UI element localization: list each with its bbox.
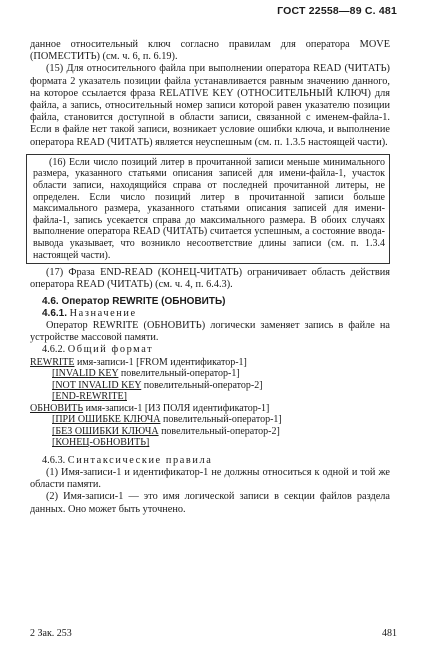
paragraph-16: (16) Если число позиций литер в прочитанной записи меньше минимального размера, указанного статьями описания записей для имени-файла-1, участок области записи, находящийся справа от последней прочитанной литеры, не определен. Если число позиций литер в прочитанной записи больше максимального размера, указанного статьями описания записей для имени-файла-1, запись усекается справа до максимального размера. В обоих случаях выполнение оператора READ (ЧИТАТЬ) считается успешным, а состояние ввода-вывода указывает, что возникло несоответствие длины записи (см. п. 1.3.4 настоящей части). [33,156,385,261]
syntax-line: [NOT INVALID KEY повелительный-оператор-2] [52,379,263,391]
syntax-line: [END-REWRITE] [52,391,127,403]
syntax-line: [ПРИ ОШИБКЕ КЛЮЧА повелительный-оператор-1] [52,414,282,426]
syntax-line: [INVALID KEY повелительный-оператор-1] [52,368,240,380]
subsection-4-6-3-title: 4.6.3. Синтаксические правила [42,454,213,466]
subsection-4-6-2-title: 4.6.2. Общий формат [42,343,154,355]
subsection-4-6-1-title: 4.6.1. Назначение [42,307,137,319]
syntax-line: REWRITE имя-записи-1 [FROM идентификатор-1] [30,356,247,368]
footer-page-number: 481 [382,628,397,639]
paragraph-17: (17) Фраза END-READ (КОНЕЦ-ЧИТАТЬ) ограничивает область действия оператора READ (ЧИТАТЬ) (см. ч. 4, п. 6.4.3). [30,267,390,291]
syntax-line: ОБНОВИТЬ имя-записи-1 [ИЗ ПОЛЯ идентификатор-1] [30,402,270,414]
syntax-format [30,357,390,449]
syntax-line: [КОНЕЦ-ОБНОВИТЬ] [52,437,150,449]
subsection-4-6-1-text: Оператор REWRITE (ОБНОВИТЬ) логически заменяет запись в файле на устройстве массовой памяти. [30,319,390,343]
paragraph-15: (15) Для относительного файла при выполнении оператора READ (ЧИТАТЬ) формата 2 указатель позиции файла устанавливается равным значению данного, на которое ссылается фраза RELATIVE KEY (ОТНОСИТЕЛЬНЫЙ КЛЮЧ) для файла, а запись, относительный номер записи которой равен указателю позиции файла, становится доступной в области записи, связанной с именем-файла-1. Если в файле нет такой записи, возникает условие ошибки ключа, и выполнение оператора READ (ЧИТАТЬ) является неуспешным (см. п. 1.3.5 настоящей части). [30,63,390,148]
syntax-rule-2: (2) Имя-записи-1 — это имя логической записи в секции файлов раздела данных. Оно может быть уточнено. [30,491,390,515]
document-body [30,39,390,516]
boxed-paragraph [26,154,390,264]
syntax-line: [БЕЗ ОШИБКИ КЛЮЧА повелительный-оператор-2] [52,425,280,437]
section-title: 4.6. Оператор REWRITE (ОБНОВИТЬ) [42,295,226,307]
footer-order-number: 2 Зак. 253 [30,628,72,639]
syntax-rule-1: (1) Имя-записи-1 и идентификатор-1 не должны относиться к одной и той же области памяти. [30,466,390,491]
page-header: ГОСТ 22558—89 С. 481 [277,5,397,17]
paragraph-continuation: данное относительный ключ согласно правилам для оператора MOVE (ПОМЕСТИТЬ) (см. ч. 6, п. 6.19). [30,39,390,63]
